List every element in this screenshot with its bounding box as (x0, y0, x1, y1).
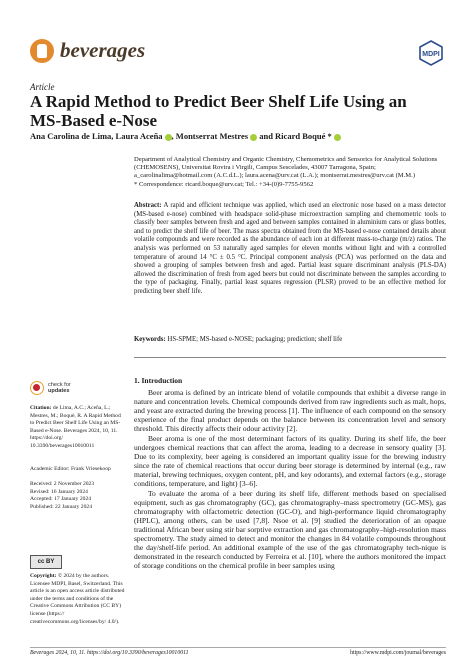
updates-line-1: check for (48, 381, 71, 388)
article-title: A Rapid Method to Predict Beer Shelf Life Using an MS-Based e-Nose (30, 92, 407, 130)
divider (134, 357, 446, 358)
copyright-block (30, 573, 125, 626)
dates-block (30, 481, 125, 511)
abstract-label: Abstract: (134, 202, 162, 209)
mdpi-logo-icon[interactable] (418, 40, 444, 66)
author-names-3: and Ricard Boqué * (257, 131, 332, 141)
article-type: Article (30, 82, 55, 92)
affiliations (134, 156, 446, 189)
keywords-text: HS-SPME; MS-based e-NOSE; packaging; prediction; shelf life (167, 336, 343, 343)
author-names: Ana Carolina de Lima, Laura Aceña (30, 131, 163, 141)
footer-journal-url[interactable]: https://www.mdpi.com/journal/beverages (350, 650, 446, 656)
revised-date: Revised: 16 January 2024 (30, 488, 88, 495)
cc-license-icon[interactable]: cc BY (30, 555, 62, 569)
section-heading: 1. Introduction (134, 376, 183, 385)
citation-text: de Lima, A.C.; Aceña, L.; Mestres, M.; Boqué, R. A Rapid Method to Predict Beer Shelf Life Using an MS-Based e-Nose. Beverages 2024, 10, 11. https://doi.org/ 10.3390/beverages10010011 (30, 405, 121, 449)
check-for-updates[interactable] (30, 381, 71, 395)
intro-paragraph-1: Beer aroma is defined by an intricate blend of volatile compounds that exhibit a diverse range in nature and concentration levels. Chemical compounds derived from raw ingredients such as malt, hops, and yeast are extracted during the brewing process [1]. The influence of each compound on the sensory experience of the final product depends on the balance between its concentration level and sensory threshold. This directly affects their odour activity [2]. (134, 388, 446, 433)
accepted-date: Accepted: 17 January 2024 (30, 496, 92, 503)
updates-line-2: updates (48, 388, 70, 394)
affiliation-1: Department of Analytical Chemistry and Organic Chemistry, Chemometrics and Sensorics for Analytical Solutions (CHEMOSENS), Universitat Rovira i Virgili, Campus Sescelades, 43007 Tarragona, Spain; a_carolinalima@hotmail.com (A.C.d.L.); laura.acena@urv.cat (L.A.); montserrat.mestres@urv.cat (M.M.) (134, 156, 438, 180)
footer-divider (30, 647, 446, 648)
beverages-logo-icon (30, 39, 54, 63)
publisher-name: MDPI (422, 51, 440, 58)
citation-block (30, 405, 125, 451)
intro-paragraph-2: Beer aroma is one of the most determinant factors of its quality. During its shelf life, the beer undergoes chemical reactions that can affect the aroma, leading to a decrease in sensory quality [3]. Due to its complexity, beer ageing is considered an important quality issue for the brewing industry since the rate of chemical reactions that occur during beer storage is determined by internal (e.g., raw material, brewing techniques, oxygen content, pH, and key odorants), and external factors (e.g., storage conditions, temperature, and light) [3–6]. (134, 434, 446, 488)
intro-body (134, 388, 446, 570)
published-date: Published: 22 January 2024 (30, 503, 92, 510)
author-list (30, 131, 450, 141)
copyright-label: Copyright: (30, 573, 57, 579)
intro-paragraph-3: To evaluate the aroma of a beer during its shelf life, different methods based on specialised equipment, such as gas chromatography (GC), gas chromatography–mass spectrometry (GC-MS), gas chromatography with olfactometric detection (GC-O), and high-performance liquid chromatography (HPLC), among others, can be used [7,8]. Nsoe et al. [9] studied the deterioration of an opaque traditional African beer using stir bar sorptive extraction and gas chromatography–high-resolution mass spectrometry. The study aimed to detect and monitor the changes in 84 volatile compounds throughout the day/shelf-life period. An additional example of the use of the gas chromatography tech-nique is demonstrated in the research conducted by Ferreira et al. [10], where the authors monitored the impact of storage conditions on the chemical profile in beer samples using (134, 489, 446, 570)
keywords-label: Keywords: (134, 336, 166, 343)
abstract-text: A rapid and efficient technique was applied, which used an electronic nose based on a mass detector (MS-based e-nose) combined with headspace solid-phase microextraction sampling and chemometric tools to classify beer samples between fresh and aged and between samples contained in aluminium cans or glass bottles, and to predict the shelf life of beer. The mass spectra obtained from the MS-based e-nose contained details about volatile compounds and were recorded as the abundance of each ion at different mass-to-charge (m/z) ratios. The analysis was performed on 53 naturally aged samples for eleven months without light and with a controlled temperature of around 14 °C ± 0.5 °C. Principal component analysis (PCA) was performed on the data and showed a grouping of samples between fresh and aged. Partial least square discriminant analysis (PLS-DA) allowed the discrimination of fresh from aged beers but could not discriminate between the samples according to the type of packaging. Finally, partial least squares regression (PLSR) proved to be an effective method for predicting beer shelf life. (134, 202, 446, 295)
check-updates-icon (30, 381, 44, 395)
keywords (134, 336, 446, 345)
received-date: Received: 2 November 2023 (30, 481, 95, 487)
journal-logo[interactable] (30, 38, 145, 63)
copyright-text: © 2024 by the authors. Licensee MDPI, Basel, Switzerland. This article is an open access article distributed under the terms and conditions of the Creative Commons Attribution (CC BY) license (https:// creativecommons.org/licenses/by/ 4.0/). (30, 573, 125, 625)
orcid-icon[interactable] (334, 134, 341, 141)
citation-label: Citation: (30, 405, 52, 411)
journal-name: beverages (60, 38, 146, 62)
correspondence: * Correspondence: ricard.boque@urv.cat; Tel.: +34-(0)9-7755-9562 (134, 180, 314, 188)
academic-editor: Academic Editor: Frank Vriesekoop (30, 466, 111, 472)
abstract (134, 202, 446, 297)
orcid-icon[interactable] (165, 134, 172, 141)
author-names-2: , Montserrat Mestres (171, 131, 249, 141)
footer-citation[interactable]: Beverages 2024, 10, 11. https://doi.org/10.3390/beverages10010011 (30, 650, 189, 656)
